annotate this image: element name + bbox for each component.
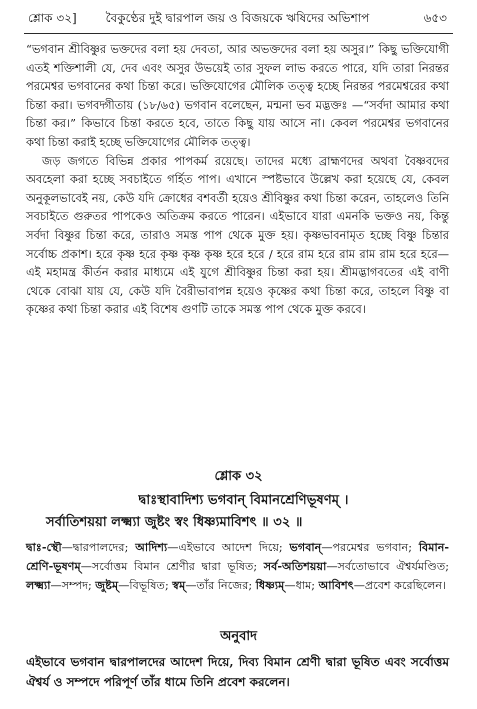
synonym-term: লক্ষ্ম্যা	[26, 578, 51, 592]
synonym-meaning: এইভাবে আদেশ দিয়ে;	[178, 541, 283, 554]
translation-section	[26, 652, 449, 692]
synonym-term: আবিশৎ	[318, 578, 354, 592]
header-divider	[24, 33, 453, 34]
synonym-meaning: ধাম;	[295, 579, 316, 592]
synonym-term: সর্ব-অতিশয়য়া	[263, 559, 327, 573]
synonym-term: বিমান-শ্রেণি-ভূষণম্	[26, 540, 450, 573]
synonym-meaning: সর্বোত্তম বিমান শ্রেণীর দ্বারা ভূষিত;	[91, 560, 258, 573]
synonym-term: দ্বাঃ-স্থৌ	[26, 540, 62, 554]
sanskrit-verse	[40, 490, 447, 534]
header-chapter-title: বৈকুণ্ঠের দুই দ্বারপাল জয় ও বিজয়কে ঋষিদের অভিশাপ	[105, 11, 370, 25]
verse-line-1: দ্বাঃস্থাবাদিশ্য ভগবান্ বিমানশ্রেণিভূষণম্ ।	[138, 493, 349, 508]
synonym-meaning: সর্বতোভাবে ঐশ্বর্যমণ্ডিত;	[337, 560, 449, 573]
page-number: ৬৫৩	[423, 11, 447, 25]
running-header	[28, 8, 447, 28]
synonym-meaning: দ্বারপালদের;	[72, 541, 129, 554]
synonym-term: জুষ্টম্	[95, 578, 119, 592]
synonym-term: আদিশ্য	[135, 540, 168, 554]
synonyms-paragraph: দ্বাঃ-স্থৌ—দ্বারপালদের; আদিশ্য—এইভাবে আদেশ দিয়ে; ভগবান্—পরমেশ্বর ভগবান; বিমান-শ্রেণি-ভূষণম্—সর্বোত্তম বিমান শ্রেণীর দ্বারা ভূষিত; সর্ব-অতিশয়য়া—সর্বতোভাবে ঐশ্বর্যমণ্ডিত; লক্ষ্ম্যা—সম্পদ; জুষ্টম্—বিভূষিত; স্বম্—তাঁর নিজের; ধিষ্ণ্যম্—ধাম; আবিশৎ—প্রবেশ করেছিলেন।	[26, 540, 450, 592]
translation-heading: অনুবাদ	[220, 629, 257, 644]
synonym-term: ভগবান্	[289, 540, 322, 554]
purport-paragraph-2: জড় জগতে বিভিন্ন প্রকার পাপকর্ম রয়েছে। তাদের মধ্যে ব্রাহ্মণদের অথবা বৈষ্ণবদের অবহেলা করা হচ্ছে সবচাইতে গর্হিত পাপ। এখানে স্পষ্টভাবে উল্লেখ করা হয়েছে যে, কেবল অনুকূলভাবেই নয়, কেউ যদি ক্রোধের বশবর্তী হয়েও শ্রীবিষ্ণুর কথা চিন্তা করেন, তাহলেও তিনি সবচাইতে গুরুতর পাপকেও অতিক্রম করতে পারেন। এইভাবে যারা এমনকি ভক্তও নয়, কিন্তু সর্বদা বিষ্ণুর চিন্তা করে, তারাও সমস্ত পাপ থেকে মুক্ত হয়। কৃষ্ণভাবনামৃত হচ্ছে বিষ্ণু চিন্তার সর্বোচ্চ প্রকাশ। হরে কৃষ্ণ হরে কৃষ্ণ কৃষ্ণ কৃষ্ণ হরে হরে / হরে রাম হরে রাম রাম রাম হরে হরে—এই মহামন্ত্র কীর্তন করার মাধ্যমে এই যুগে শ্রীবিষ্ণুর চিন্তা করা হয়। শ্রীমদ্ভাগবতের এই বাণী থেকে বোঝা যায় যে, কেউ যদি বৈরীভাবাপন্ন হয়েও কৃষ্ণের কথা চিন্তা করে, তাহলে বিষ্ণু বা কৃষ্ণের কথা চিন্তা করার এই বিশেষ গুণটি তাকে সমস্ত পাপ থেকে মুক্ত করবে।	[26, 153, 449, 317]
synonym-meaning: সম্পদ;	[61, 579, 92, 592]
synonym-meaning: প্রবেশ করেছিলেন।	[364, 579, 447, 592]
purport-section	[26, 40, 449, 319]
verse-line-2: সর্বাতিশয়য়া লক্ষ্ম্যা জুষ্টং স্বং ধিষ্ণ্যমাবিশৎ ॥ ৩২ ॥	[46, 515, 303, 530]
synonym-term: স্বম্	[172, 578, 186, 592]
synonym-meaning: পরমেশ্বর ভগবান;	[332, 541, 412, 554]
synonym-term: ধিষ্ণ্যম্	[255, 578, 285, 592]
translation-text: এইভাবে ভগবান দ্বারপালদের আদেশ দিয়ে, দিব্য বিমান শ্রেণী দ্বারা ভূষিত এবং সর্বোত্তম ঐশ্বর্য ও সম্পদে পরিপূর্ণ তাঁর ধামে তিনি প্রবেশ করলেন।	[26, 655, 449, 689]
synonym-meaning: তাঁর নিজের;	[196, 579, 253, 592]
header-verse-reference: শ্লোক ৩২]	[28, 11, 77, 25]
synonym-meaning: বিভূষিত;	[129, 579, 169, 592]
purport-paragraph-1: “ভগবান শ্রীবিষ্ণুর ভক্তদের বলা হয় দেবতা, আর অভক্তদের বলা হয় অসুর।” কিছু ভক্তিযোগী এতই শক্তিশালী যে, দেব এবং অসুর উভয়েই তার সুফল লাভ করতে পারে, যদি তারা নিরন্তর পরমেশ্বর ভগবানের কথা চিন্তা করে। ভক্তিযোগের মৌলিক তত্ত্ব হচ্ছে নিরন্তর পরমেশ্বরের কথা চিন্তা করা। ভগবদ্গীতায় (১৮/৬৫) ভগবান বলেছেন, মন্মনা ভব মদ্ভক্তঃ —“সর্বদা আমার কথা চিন্তা কর।” কিভাবে চিন্তা করতে হবে, তাতে কিছু যায় আসে না। কেবল পরমেশ্বর ভগবানের কথা চিন্তা করাই হচ্ছে ভক্তিযোগের মৌলিক তত্ত্ব।	[26, 42, 449, 149]
verse-heading: শ্লোক ৩২	[214, 469, 263, 484]
synonyms-section	[26, 538, 449, 595]
